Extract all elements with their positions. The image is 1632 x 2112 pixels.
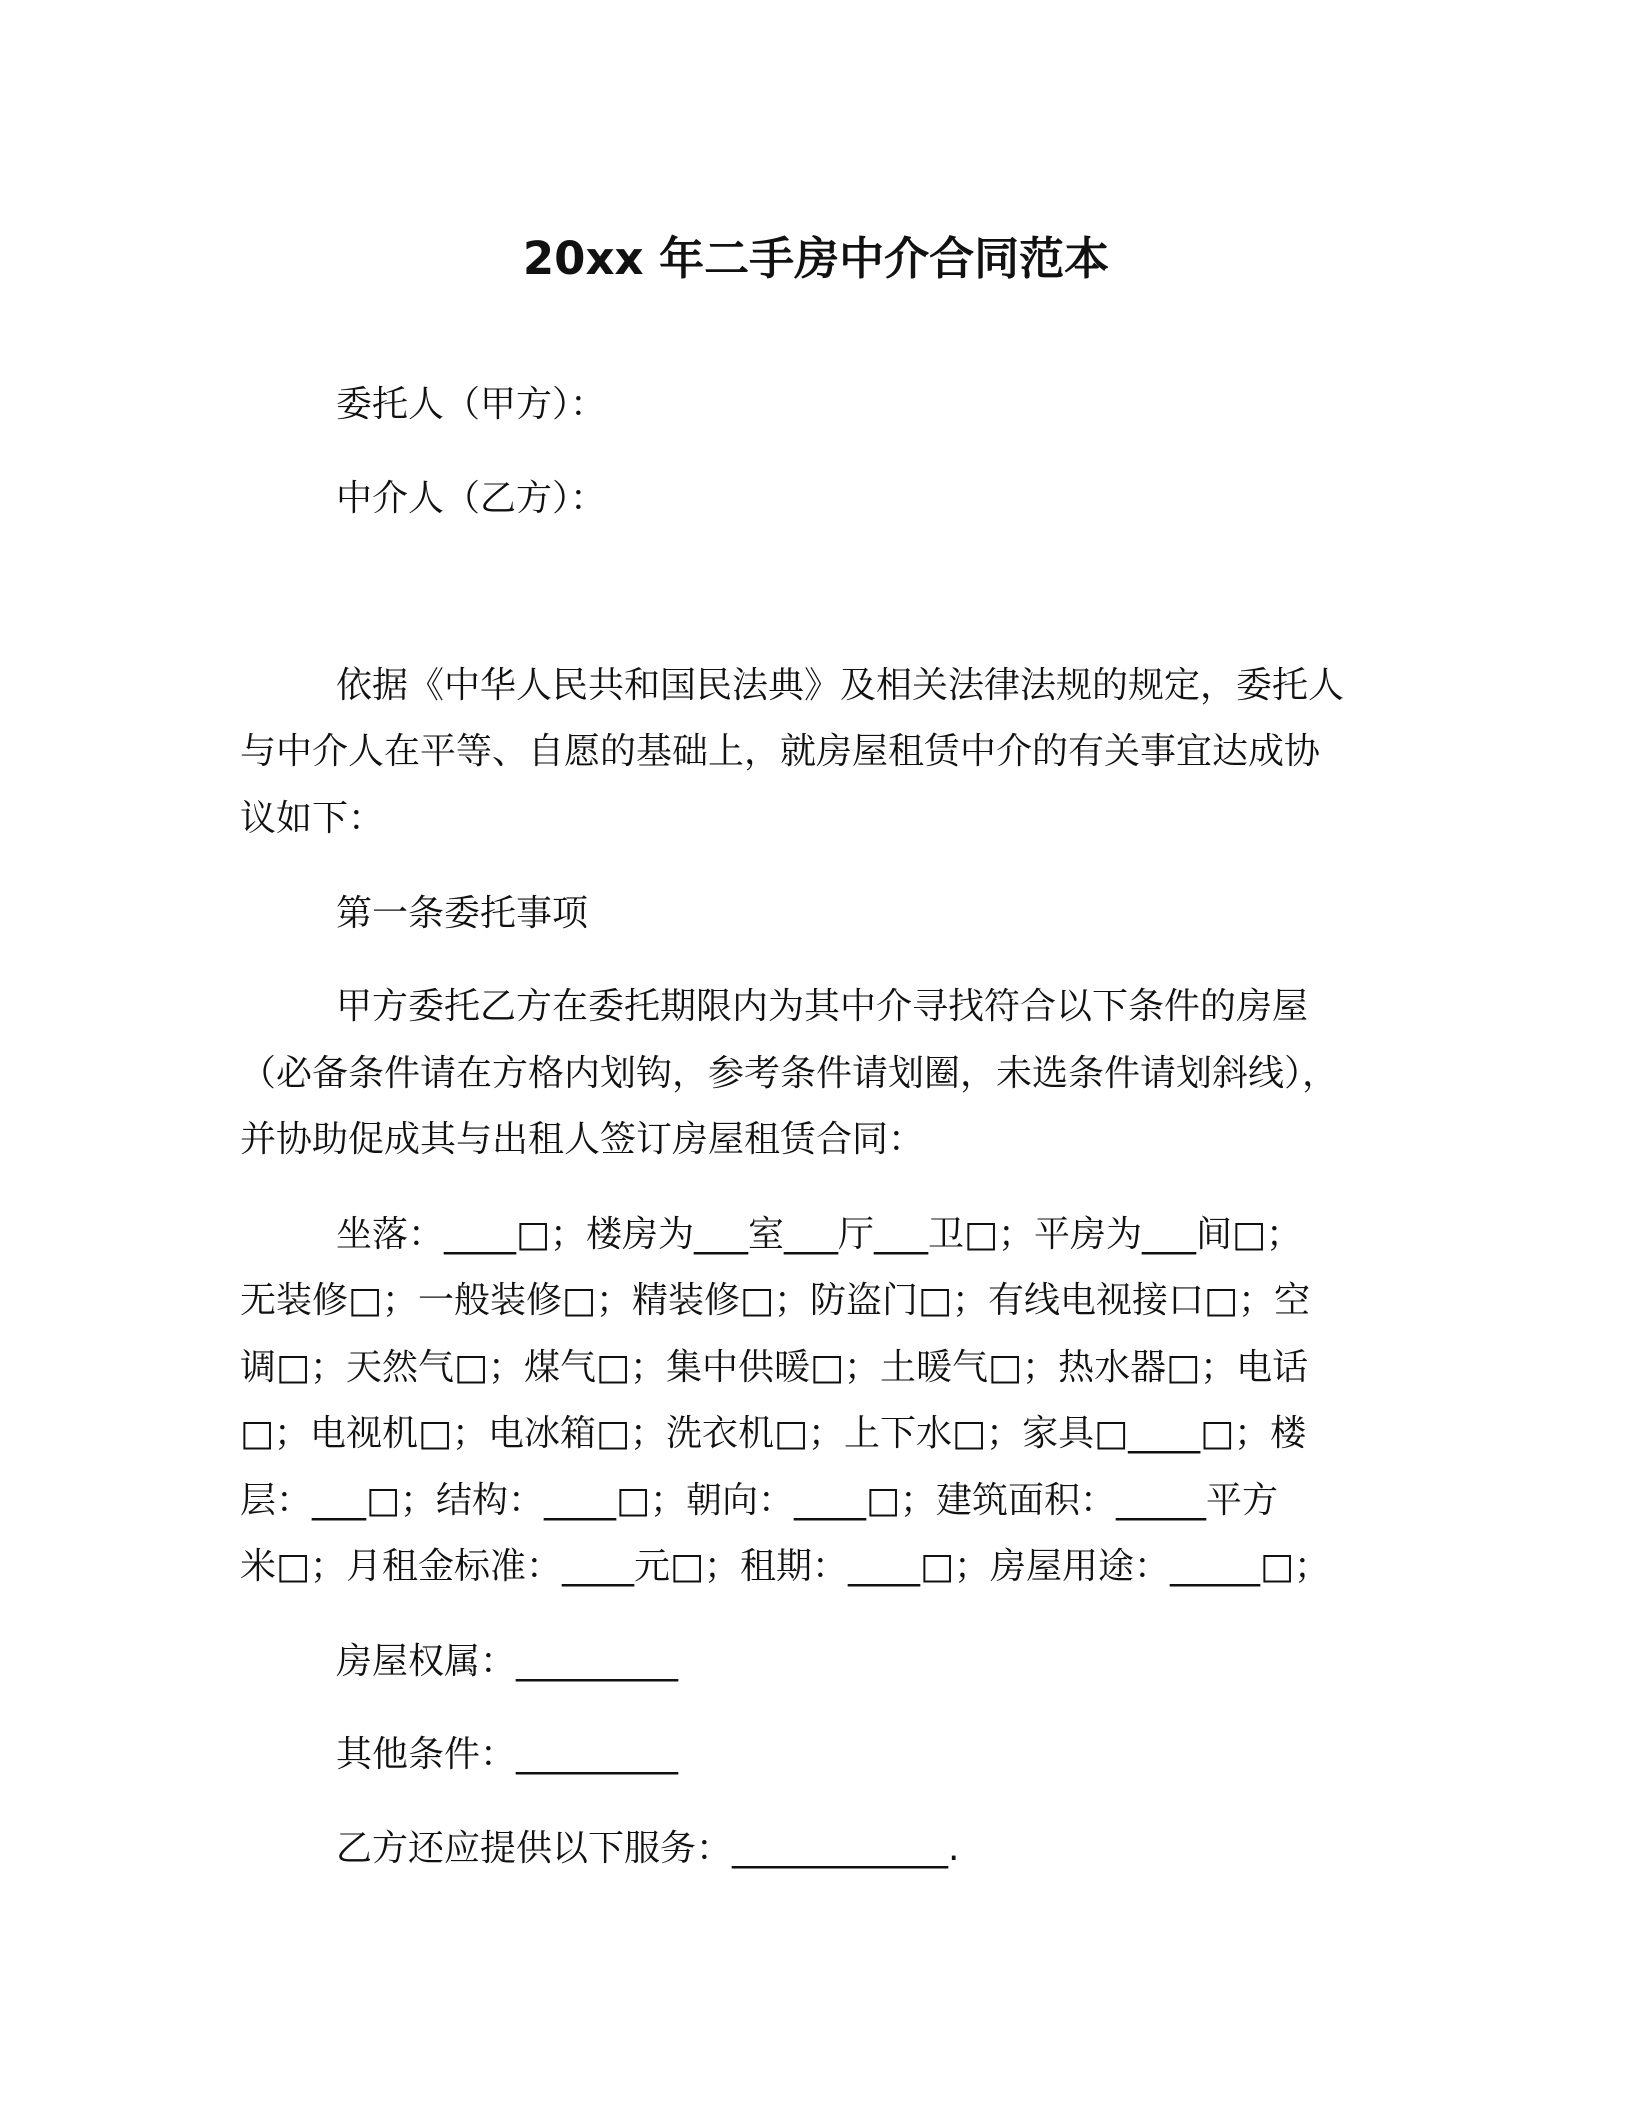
ownership-line: 房屋权属：_________ (336, 1641, 679, 1682)
conditions-line-4: □；电视机□；电冰箱□；洗衣机□；上下水□；家具□____□；楼 (240, 1413, 1307, 1454)
extra-services-line: 乙方还应提供以下服务：____________. (336, 1828, 960, 1869)
conditions-line-2: 无装修□；一般装修□；精装修□；防盗门□；有线电视接口□；空 (240, 1280, 1311, 1321)
conditions-line-1: 坐落：____□；楼房为___室___厅___卫□；平房为___间□； (336, 1214, 1303, 1255)
article-1-line-3: 并协助促成其与出租人签订房屋租赁合同： (240, 1119, 925, 1160)
conditions-line-3: 调□；天然气□；煤气□；集中供暖□；土暖气□；热水器□；电话 (240, 1347, 1309, 1388)
intermediary-label: 中介人（乙方）： (336, 478, 607, 519)
principal-label: 委托人（甲方）： (336, 384, 607, 425)
conditions-line-5: 层：___□；结构：____□；朝向：____□；建筑面积：_____平方 (240, 1480, 1279, 1521)
article-1-line-1: 甲方委托乙方在委托期限内为其中介寻找符合以下条件的房屋 (336, 986, 1309, 1027)
article-1-line-2: （必备条件请在方格内划钩，参考条件请划圈，未选条件请划斜线）， (240, 1053, 1339, 1094)
intro-line-1: 依据《中华人民共和国民法典》及相关法律法规的规定，委托人 (336, 665, 1345, 706)
conditions-line-6: 米□；月租金标准：____元□；租期：____□；房屋用途：_____□； (240, 1546, 1331, 1587)
document-title: 20xx 年二手房中介合同范本 (522, 232, 1110, 285)
other-conditions-line: 其他条件：_________ (336, 1734, 679, 1775)
intro-line-3: 议如下： (240, 798, 385, 839)
intro-line-2: 与中介人在平等、自愿的基础上，就房屋租赁中介的有关事宜达成协 (240, 731, 1321, 772)
article-1-heading: 第一条委托事项 (336, 893, 589, 934)
